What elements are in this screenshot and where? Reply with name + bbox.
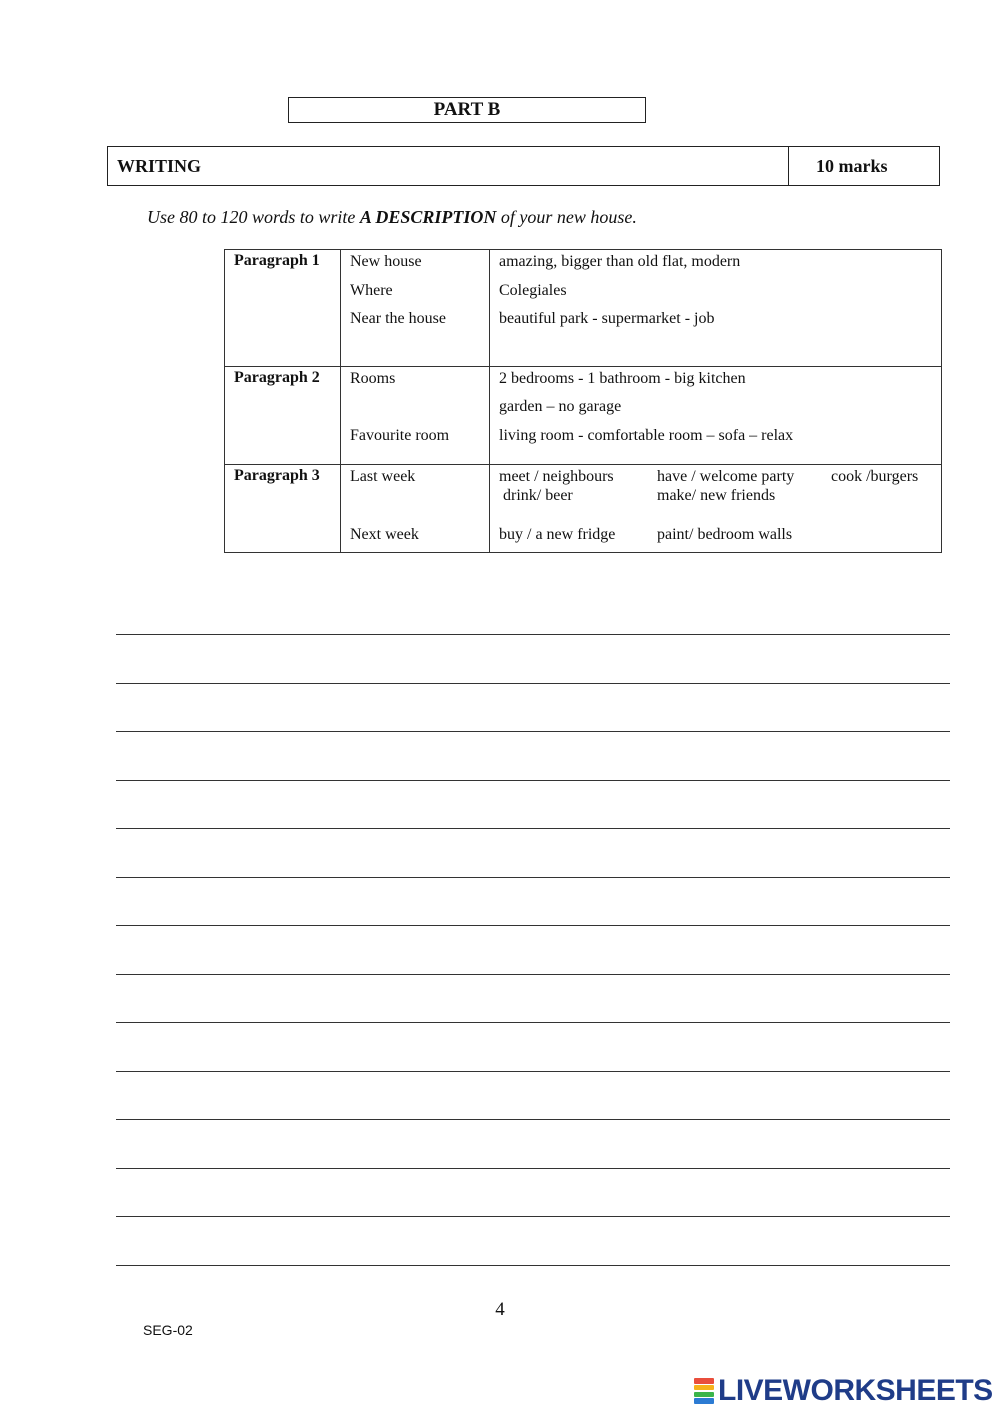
part-title: PART B — [288, 97, 646, 123]
writing-line[interactable] — [116, 1071, 950, 1072]
paragraph-label: Paragraph 3 — [225, 465, 341, 553]
table-row-paragraph-1 — [225, 250, 942, 367]
notes-cell — [490, 465, 942, 553]
brand-name: LIVEWORKSHEETS — [718, 1374, 993, 1407]
writing-line[interactable] — [116, 828, 950, 829]
paragraph-label: Paragraph 2 — [225, 366, 341, 465]
instruction-bold: A DESCRIPTION — [359, 207, 497, 227]
writing-line[interactable] — [116, 877, 950, 878]
liveworksheets-icon — [694, 1378, 714, 1404]
writing-line[interactable] — [116, 1265, 950, 1266]
writing-line[interactable] — [116, 1168, 950, 1169]
topic-cell — [341, 465, 490, 553]
notes-item: Colegiales — [499, 281, 567, 299]
writing-line[interactable] — [116, 634, 950, 635]
task-instruction — [147, 207, 637, 228]
topic-item: Near the house — [350, 310, 446, 327]
writing-line[interactable] — [116, 1216, 950, 1217]
topic-item — [350, 397, 489, 426]
topic-item: Favourite room — [350, 426, 450, 444]
writing-line[interactable] — [116, 1119, 950, 1120]
writing-line[interactable] — [116, 683, 950, 684]
notes-cell — [490, 366, 942, 465]
next-week-notes — [499, 525, 941, 544]
page-number: 4 — [495, 1299, 505, 1320]
paragraph-label: Paragraph 1 — [225, 250, 341, 367]
notes-item: meet / neighbours — [499, 468, 614, 485]
notes-item: garden – no garage — [499, 398, 622, 415]
table-row-paragraph-2 — [225, 366, 942, 465]
notes-item: 2 bedrooms - 1 bathroom - big kitchen — [499, 369, 746, 387]
notes-item: make/ new friends — [657, 487, 776, 504]
writing-guide-table — [224, 249, 942, 553]
instruction-post: of your new house. — [496, 207, 637, 227]
writing-line[interactable] — [116, 974, 950, 975]
writing-line[interactable] — [116, 780, 950, 781]
notes-item: buy / a new fridge — [499, 526, 616, 543]
notes-item: living room - comfortable room – sofa – relax — [499, 426, 794, 444]
section-title: WRITING — [108, 147, 789, 185]
writing-line[interactable] — [116, 731, 950, 732]
notes-item: paint/ bedroom walls — [657, 526, 793, 543]
notes-cell — [490, 250, 942, 367]
topic-cell — [341, 366, 490, 465]
writing-line[interactable] — [116, 1022, 950, 1023]
notes-item: amazing, bigger than old flat, modern — [499, 253, 741, 270]
topic-item: Last week — [350, 468, 416, 485]
notes-item: beautiful park - supermarket - job — [499, 310, 715, 327]
topic-item: Where — [350, 281, 393, 299]
notes-item: have / welcome party — [657, 468, 795, 485]
writing-line[interactable] — [116, 925, 950, 926]
instruction-pre: Use 80 to 120 words to write — [147, 207, 360, 227]
liveworksheets-logo[interactable] — [694, 1374, 993, 1408]
last-week-notes — [499, 467, 941, 505]
section-header — [107, 146, 940, 186]
marks-label: 10 marks — [816, 155, 888, 176]
topic-cell — [341, 250, 490, 367]
topic-item: New house — [350, 253, 422, 270]
topic-item: Rooms — [350, 369, 396, 387]
topic-item: Next week — [350, 526, 419, 543]
notes-item: cook /burgers — [831, 468, 919, 485]
table-row-paragraph-3 — [225, 465, 942, 553]
document-code: SEG-02 — [143, 1322, 193, 1338]
notes-item: drink/ beer — [499, 487, 573, 504]
